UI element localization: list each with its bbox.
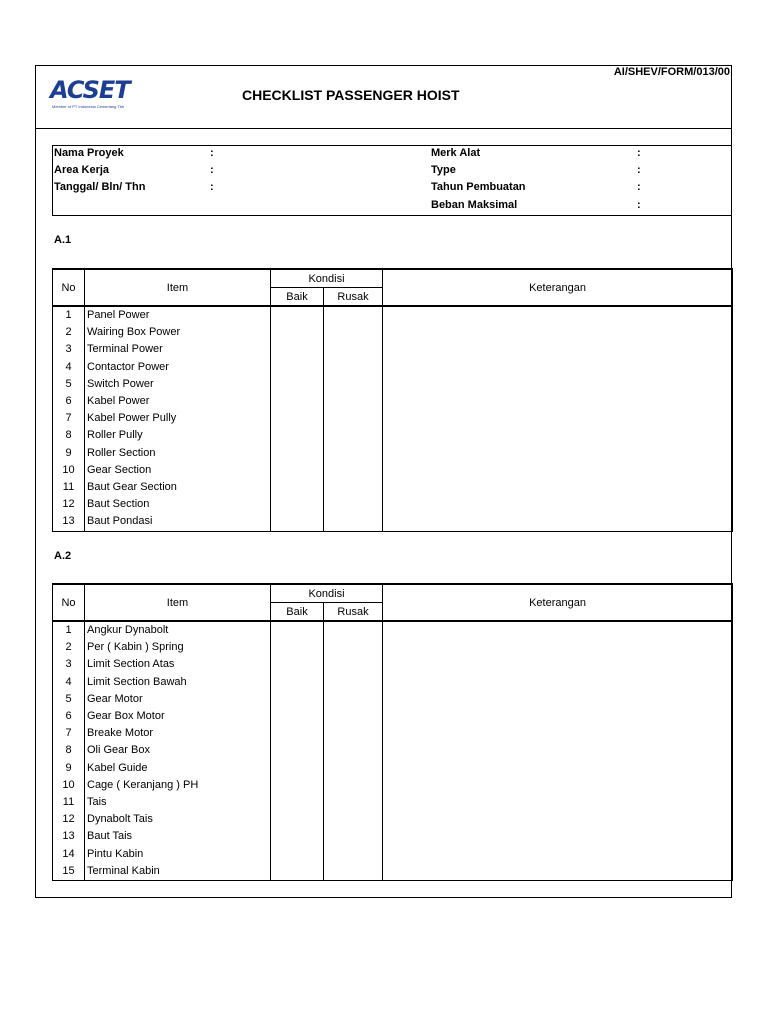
row-no: 2 (53, 639, 85, 656)
cell-rusak[interactable] (324, 410, 383, 427)
cell-keterangan[interactable] (383, 674, 733, 691)
table-row (53, 359, 733, 376)
table-row (53, 708, 733, 725)
cell-rusak[interactable] (324, 479, 383, 496)
cell-keterangan[interactable] (383, 513, 733, 531)
cell-baik[interactable] (271, 479, 324, 496)
info-label-nama-proyek: Nama Proyek (54, 147, 124, 159)
row-no: 11 (53, 794, 85, 811)
cell-baik[interactable] (271, 462, 324, 479)
info-label-beban-maksimal: Beban Maksimal (431, 199, 518, 211)
row-item: Gear Section (85, 462, 271, 479)
row-item: Dynabolt Tais (85, 811, 271, 828)
cell-rusak[interactable] (324, 324, 383, 341)
cell-rusak[interactable] (324, 376, 383, 393)
cell-keterangan[interactable] (383, 639, 733, 656)
cell-keterangan[interactable] (383, 846, 733, 863)
col-header-baik: Baik (271, 603, 324, 622)
row-item: Tais (85, 794, 271, 811)
row-item: Baut Tais (85, 828, 271, 845)
table-row (53, 306, 733, 324)
cell-keterangan[interactable] (383, 427, 733, 444)
table-row (53, 828, 733, 845)
col-header-keterangan: Keterangan (383, 584, 733, 621)
cell-rusak[interactable] (324, 621, 383, 639)
table-row (53, 479, 733, 496)
cell-baik[interactable] (271, 794, 324, 811)
cell-baik[interactable] (271, 760, 324, 777)
row-no: 7 (53, 410, 85, 427)
cell-baik[interactable] (271, 324, 324, 341)
table-row (53, 777, 733, 794)
cell-baik[interactable] (271, 359, 324, 376)
row-no: 3 (53, 656, 85, 673)
cell-baik[interactable] (271, 621, 324, 639)
row-item: Oli Gear Box (85, 742, 271, 759)
cell-rusak[interactable] (324, 306, 383, 324)
cell-keterangan[interactable] (383, 811, 733, 828)
company-logo (50, 76, 146, 112)
cell-rusak[interactable] (324, 445, 383, 462)
cell-keterangan[interactable] (383, 708, 733, 725)
cell-keterangan[interactable] (383, 496, 733, 513)
row-no: 1 (53, 621, 85, 639)
table-row (53, 462, 733, 479)
row-item: Baut Pondasi (85, 513, 271, 531)
cell-baik[interactable] (271, 376, 324, 393)
row-item: Switch Power (85, 376, 271, 393)
row-no: 9 (53, 760, 85, 777)
row-no: 6 (53, 708, 85, 725)
cell-rusak[interactable] (324, 708, 383, 725)
cell-keterangan[interactable] (383, 863, 733, 881)
cell-baik[interactable] (271, 674, 324, 691)
row-no: 5 (53, 376, 85, 393)
cell-rusak[interactable] (324, 846, 383, 863)
form-code: AI/SHEV/FORM/013/00 (613, 66, 730, 78)
checklist-table-a2 (52, 583, 733, 881)
document-title: CHECKLIST PASSENGER HOIST (242, 87, 460, 103)
cell-baik[interactable] (271, 811, 324, 828)
cell-keterangan[interactable] (383, 691, 733, 708)
cell-rusak[interactable] (324, 393, 383, 410)
row-no: 4 (53, 359, 85, 376)
col-header-no: No (53, 269, 85, 306)
row-no: 15 (53, 863, 85, 881)
row-item: Kabel Guide (85, 760, 271, 777)
row-no: 9 (53, 445, 85, 462)
cell-rusak[interactable] (324, 462, 383, 479)
info-colon: : (637, 147, 641, 159)
col-header-rusak: Rusak (324, 288, 383, 307)
table-row (53, 621, 733, 639)
cell-baik[interactable] (271, 639, 324, 656)
table-row (53, 742, 733, 759)
cell-rusak[interactable] (324, 777, 383, 794)
row-no: 3 (53, 341, 85, 358)
cell-baik[interactable] (271, 725, 324, 742)
table-row (53, 496, 733, 513)
info-label-tahun-pembuatan: Tahun Pembuatan (431, 181, 526, 193)
checklist-table-a1 (52, 268, 733, 532)
col-header-no: No (53, 584, 85, 621)
section-label-a1: A.1 (54, 234, 72, 246)
cell-rusak[interactable] (324, 725, 383, 742)
logo-wordmark: ACSET (50, 76, 130, 104)
info-colon: : (637, 199, 641, 211)
table-row (53, 376, 733, 393)
cell-rusak[interactable] (324, 656, 383, 673)
cell-rusak[interactable] (324, 863, 383, 881)
cell-keterangan[interactable] (383, 445, 733, 462)
row-no: 10 (53, 462, 85, 479)
row-item: Terminal Power (85, 341, 271, 358)
row-item: Terminal Kabin (85, 863, 271, 881)
table-row (53, 324, 733, 341)
row-item: Cage ( Keranjang ) PH (85, 777, 271, 794)
cell-rusak[interactable] (324, 513, 383, 531)
row-no: 13 (53, 828, 85, 845)
table-row (53, 410, 733, 427)
table-row (53, 513, 733, 531)
cell-rusak[interactable] (324, 427, 383, 444)
cell-rusak[interactable] (324, 341, 383, 358)
cell-rusak[interactable] (324, 828, 383, 845)
row-no: 7 (53, 725, 85, 742)
cell-keterangan[interactable] (383, 621, 733, 639)
info-colon: : (210, 147, 214, 159)
cell-baik[interactable] (271, 341, 324, 358)
row-item: Pintu Kabin (85, 846, 271, 863)
info-colon: : (637, 181, 641, 193)
cell-rusak[interactable] (324, 691, 383, 708)
cell-keterangan[interactable] (383, 462, 733, 479)
row-no: 12 (53, 496, 85, 513)
info-colon: : (637, 164, 641, 176)
table-row (53, 794, 733, 811)
cell-keterangan[interactable] (383, 777, 733, 794)
row-no: 8 (53, 427, 85, 444)
cell-baik[interactable] (271, 656, 324, 673)
row-item: Roller Pully (85, 427, 271, 444)
row-item: Roller Section (85, 445, 271, 462)
info-label-merk-alat: Merk Alat (431, 147, 481, 159)
cell-keterangan[interactable] (383, 359, 733, 376)
row-item: Limit Section Atas (85, 656, 271, 673)
cell-rusak[interactable] (324, 794, 383, 811)
table-row (53, 846, 733, 863)
cell-keterangan[interactable] (383, 306, 733, 324)
table-row (53, 760, 733, 777)
row-no: 10 (53, 777, 85, 794)
cell-rusak[interactable] (324, 811, 383, 828)
row-item: Panel Power (85, 306, 271, 324)
row-item: Kabel Power (85, 393, 271, 410)
cell-rusak[interactable] (324, 760, 383, 777)
cell-baik[interactable] (271, 410, 324, 427)
col-header-rusak: Rusak (324, 603, 383, 622)
info-colon: : (210, 181, 214, 193)
col-header-kondisi: Kondisi (271, 269, 383, 288)
table-row (53, 341, 733, 358)
info-label-tanggal: Tanggal/ Bln/ Thn (54, 181, 146, 193)
table-row (53, 393, 733, 410)
table-row (53, 639, 733, 656)
row-no: 5 (53, 691, 85, 708)
info-label-area-kerja: Area Kerja (54, 164, 110, 176)
section-label-a2: A.2 (54, 550, 72, 562)
cell-baik[interactable] (271, 306, 324, 324)
table-row (53, 691, 733, 708)
row-item: Kabel Power Pully (85, 410, 271, 427)
cell-baik[interactable] (271, 828, 324, 845)
cell-baik[interactable] (271, 708, 324, 725)
cell-baik[interactable] (271, 863, 324, 881)
row-item: Baut Section (85, 496, 271, 513)
cell-keterangan[interactable] (383, 725, 733, 742)
row-no: 8 (53, 742, 85, 759)
table-row (53, 811, 733, 828)
cell-baik[interactable] (271, 513, 324, 531)
header-divider (35, 128, 732, 129)
cell-keterangan[interactable] (383, 794, 733, 811)
cell-keterangan[interactable] (383, 760, 733, 777)
col-header-item: Item (85, 584, 271, 621)
col-header-keterangan: Keterangan (383, 269, 733, 306)
info-colon: : (210, 164, 214, 176)
table-row (53, 656, 733, 673)
info-label-type: Type (431, 164, 456, 176)
cell-keterangan[interactable] (383, 410, 733, 427)
cell-baik[interactable] (271, 777, 324, 794)
cell-baik[interactable] (271, 496, 324, 513)
cell-baik[interactable] (271, 445, 324, 462)
cell-rusak[interactable] (324, 742, 383, 759)
row-item: Limit Section Bawah (85, 674, 271, 691)
row-no: 1 (53, 306, 85, 324)
row-no: 13 (53, 513, 85, 531)
col-header-baik: Baik (271, 288, 324, 307)
cell-keterangan[interactable] (383, 324, 733, 341)
table-row (53, 427, 733, 444)
cell-keterangan[interactable] (383, 376, 733, 393)
cell-keterangan[interactable] (383, 393, 733, 410)
col-header-item: Item (85, 269, 271, 306)
table-row (53, 863, 733, 881)
row-item: Angkur Dynabolt (85, 621, 271, 639)
row-item: Wairing Box Power (85, 324, 271, 341)
logo-tagline: Member of PT Indonesia Cemerlang Tbk (52, 104, 125, 109)
info-box (52, 145, 732, 216)
row-item: Per ( Kabin ) Spring (85, 639, 271, 656)
cell-rusak[interactable] (324, 496, 383, 513)
row-item: Gear Box Motor (85, 708, 271, 725)
cell-baik[interactable] (271, 427, 324, 444)
cell-baik[interactable] (271, 846, 324, 863)
cell-keterangan[interactable] (383, 742, 733, 759)
row-no: 12 (53, 811, 85, 828)
row-no: 11 (53, 479, 85, 496)
cell-rusak[interactable] (324, 359, 383, 376)
cell-keterangan[interactable] (383, 656, 733, 673)
row-no: 4 (53, 674, 85, 691)
cell-baik[interactable] (271, 742, 324, 759)
cell-rusak[interactable] (324, 639, 383, 656)
table-row (53, 725, 733, 742)
row-no: 6 (53, 393, 85, 410)
cell-rusak[interactable] (324, 674, 383, 691)
cell-keterangan[interactable] (383, 828, 733, 845)
row-item: Baut Gear Section (85, 479, 271, 496)
table-row (53, 674, 733, 691)
row-item: Gear Motor (85, 691, 271, 708)
cell-keterangan[interactable] (383, 479, 733, 496)
table-row (53, 445, 733, 462)
row-no: 14 (53, 846, 85, 863)
cell-baik[interactable] (271, 393, 324, 410)
row-item: Contactor Power (85, 359, 271, 376)
cell-baik[interactable] (271, 691, 324, 708)
col-header-kondisi: Kondisi (271, 584, 383, 603)
row-no: 2 (53, 324, 85, 341)
cell-keterangan[interactable] (383, 341, 733, 358)
row-item: Breake Motor (85, 725, 271, 742)
